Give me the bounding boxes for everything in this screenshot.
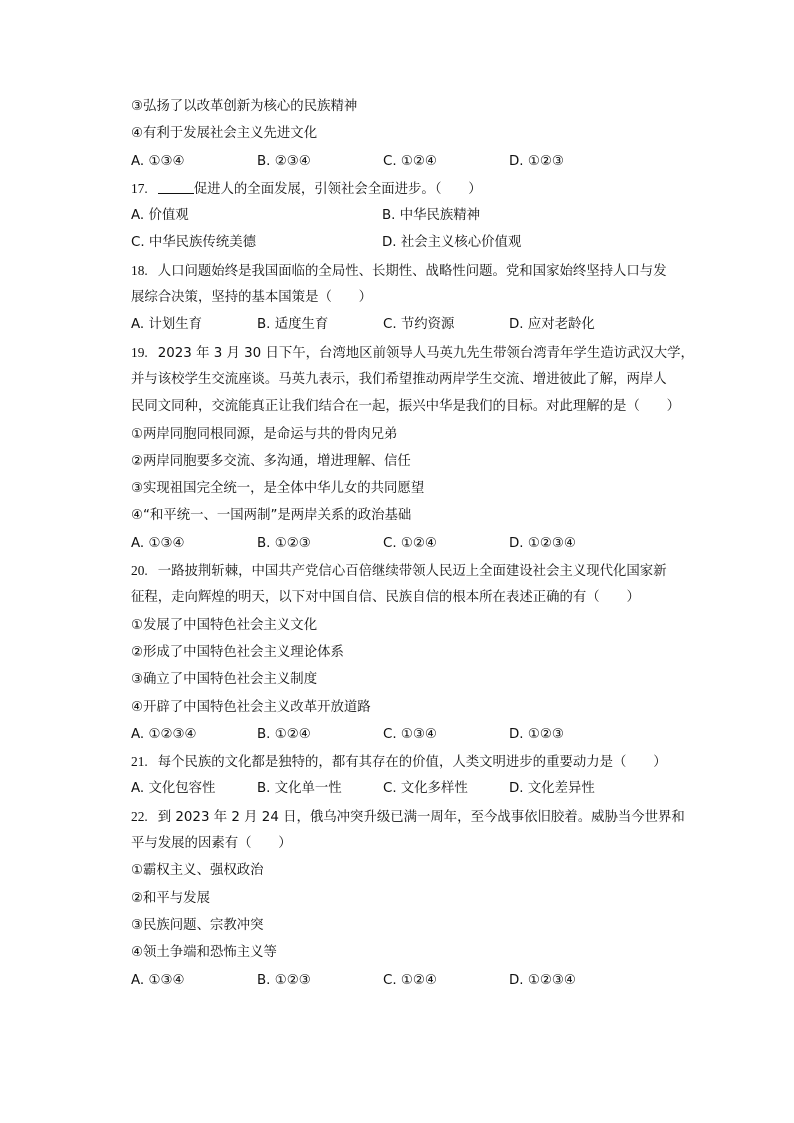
option-d[interactable]: D. 社会主义核心价值观 <box>382 235 522 251</box>
question-text-cont: 民同文同种，交流能真正让我们结合在一起，振兴中华是我们的目标。对此理解的是（ ） <box>131 399 681 415</box>
option-a[interactable]: A. 计划生育 <box>131 317 202 333</box>
options-row <box>131 530 701 557</box>
question-20 <box>131 557 701 584</box>
statement-4: ④“和平统一、一国两制”是两岸关系的政治基础 <box>131 508 412 524</box>
statement-4: ④有利于发展社会主义先进文化 <box>131 126 318 142</box>
option-a[interactable]: A. ①③④ <box>131 153 185 169</box>
question-text-cont: 征程，走向辉煌的明天，以下对中国自信、民族自信的根本所在表述正确的有（ ） <box>131 590 640 606</box>
statement-2: ②两岸同胞要多交流、多沟通，增进理解、信任 <box>131 453 411 469</box>
question-text: 每个民族的文化都是独特的，都有其存在的价值，人类文明进步的重要动力是（ ） <box>157 755 667 771</box>
option-c[interactable]: C. ①②④ <box>383 153 437 169</box>
statement-4: ④领土争端和恐怖主义等 <box>131 945 277 961</box>
statement-4: ④开辟了中国特色社会主义改革开放道路 <box>131 699 371 715</box>
option-c[interactable]: C. 文化多样性 <box>383 781 468 797</box>
options-row <box>131 148 701 175</box>
question-21 <box>131 748 701 775</box>
option-c[interactable]: C. ①③④ <box>383 726 437 742</box>
option-b[interactable]: B. ①②③ <box>257 535 311 551</box>
options-row <box>131 202 701 229</box>
question-number: 22. <box>131 808 148 824</box>
option-a[interactable]: A. 文化包容性 <box>131 781 216 797</box>
question-number: 17. <box>131 180 148 196</box>
option-c[interactable]: C. ①②④ <box>383 972 437 988</box>
option-d[interactable]: D. ①②③④ <box>509 535 576 551</box>
option-d[interactable]: D. ①②③ <box>509 726 564 742</box>
statement-1: ①两岸同胞同根同源，是命运与共的骨肉兄弟 <box>131 426 398 442</box>
question-17 <box>131 175 701 202</box>
question-text: 到 2023 年 2 月 24 日，俄乌冲突升级已满一周年，至今战事依旧胶着。威胁当今世界和 <box>157 809 685 825</box>
statement-3: ③确立了中国特色社会主义制度 <box>131 672 318 688</box>
question-text: 2023 年 3 月 30 日下午，台湾地区前领导人马英九先生带领台湾青年学生造访武汉大学， <box>157 345 694 361</box>
option-d[interactable]: D. 应对老龄化 <box>509 317 595 333</box>
option-d[interactable]: D. ①②③ <box>509 153 564 169</box>
option-d[interactable]: D. 文化差异性 <box>509 781 595 797</box>
question-text: 促进人的全面发展，引领社会全面进步。（ ） <box>193 181 482 197</box>
question-number: 19. <box>131 344 148 360</box>
option-a[interactable]: A. ①③④ <box>131 972 185 988</box>
option-c[interactable]: C. 中华民族传统美德 <box>131 235 256 251</box>
question-text-cont: 并与该校学生交流座谈。马英九表示，我们希望推动两岸学生交流、增进彼此了解，两岸人 <box>131 371 667 387</box>
statement-3: ③实现祖国完全统一，是全体中华儿女的共同愿望 <box>131 481 425 497</box>
options-row <box>131 311 701 338</box>
options-row <box>131 775 701 802</box>
statement-1: ①霸权主义、强权政治 <box>131 863 264 879</box>
option-b[interactable]: B. ①②③ <box>257 972 311 988</box>
option-a[interactable]: A. ①③④ <box>131 535 185 551</box>
option-b[interactable]: B. 中华民族精神 <box>382 208 481 224</box>
option-c[interactable]: C. ①②④ <box>383 535 437 551</box>
question-text-cont: 展综合决策，坚持的基本国策是（ ） <box>131 290 373 306</box>
option-d[interactable]: D. ①②③④ <box>509 972 576 988</box>
question-text: 一路披荆斩棘，中国共产党信心百倍继续带领人民迈上全面建设社会主义现代化国家新 <box>157 564 667 580</box>
question-18 <box>131 257 701 284</box>
options-row <box>131 721 701 748</box>
options-row <box>131 967 701 994</box>
question-number: 20. <box>131 563 148 579</box>
question-19 <box>131 339 701 366</box>
question-text: 人口问题始终是我国面临的全局性、长期性、战略性问题。党和国家始终坚持人口与发 <box>157 263 667 279</box>
option-b[interactable]: B. 适度生育 <box>257 317 329 333</box>
option-a[interactable]: A. ①②③④ <box>131 726 197 742</box>
question-22 <box>131 803 701 830</box>
option-a[interactable]: A. 价值观 <box>131 208 189 224</box>
question-text-cont: 平与发展的因素有（ ） <box>131 836 292 852</box>
option-c[interactable]: C. 节约资源 <box>383 317 455 333</box>
statement-2: ②和平与发展 <box>131 890 210 906</box>
options-row <box>131 229 701 256</box>
option-b[interactable]: B. 文化单一性 <box>257 781 342 797</box>
option-b[interactable]: B. ②③④ <box>257 153 311 169</box>
option-b[interactable]: B. ①②④ <box>257 726 311 742</box>
question-list <box>131 93 701 994</box>
question-number: 21. <box>131 754 148 770</box>
fill-blank <box>158 180 194 194</box>
statement-2: ②形成了中国特色社会主义理论体系 <box>131 644 344 660</box>
statement-3: ③民族问题、宗教冲突 <box>131 917 264 933</box>
question-number: 18. <box>131 262 148 278</box>
statement-3: ③弘扬了以改革创新为核心的民族精神 <box>131 99 358 114</box>
statement-1: ①发展了中国特色社会主义文化 <box>131 617 318 633</box>
